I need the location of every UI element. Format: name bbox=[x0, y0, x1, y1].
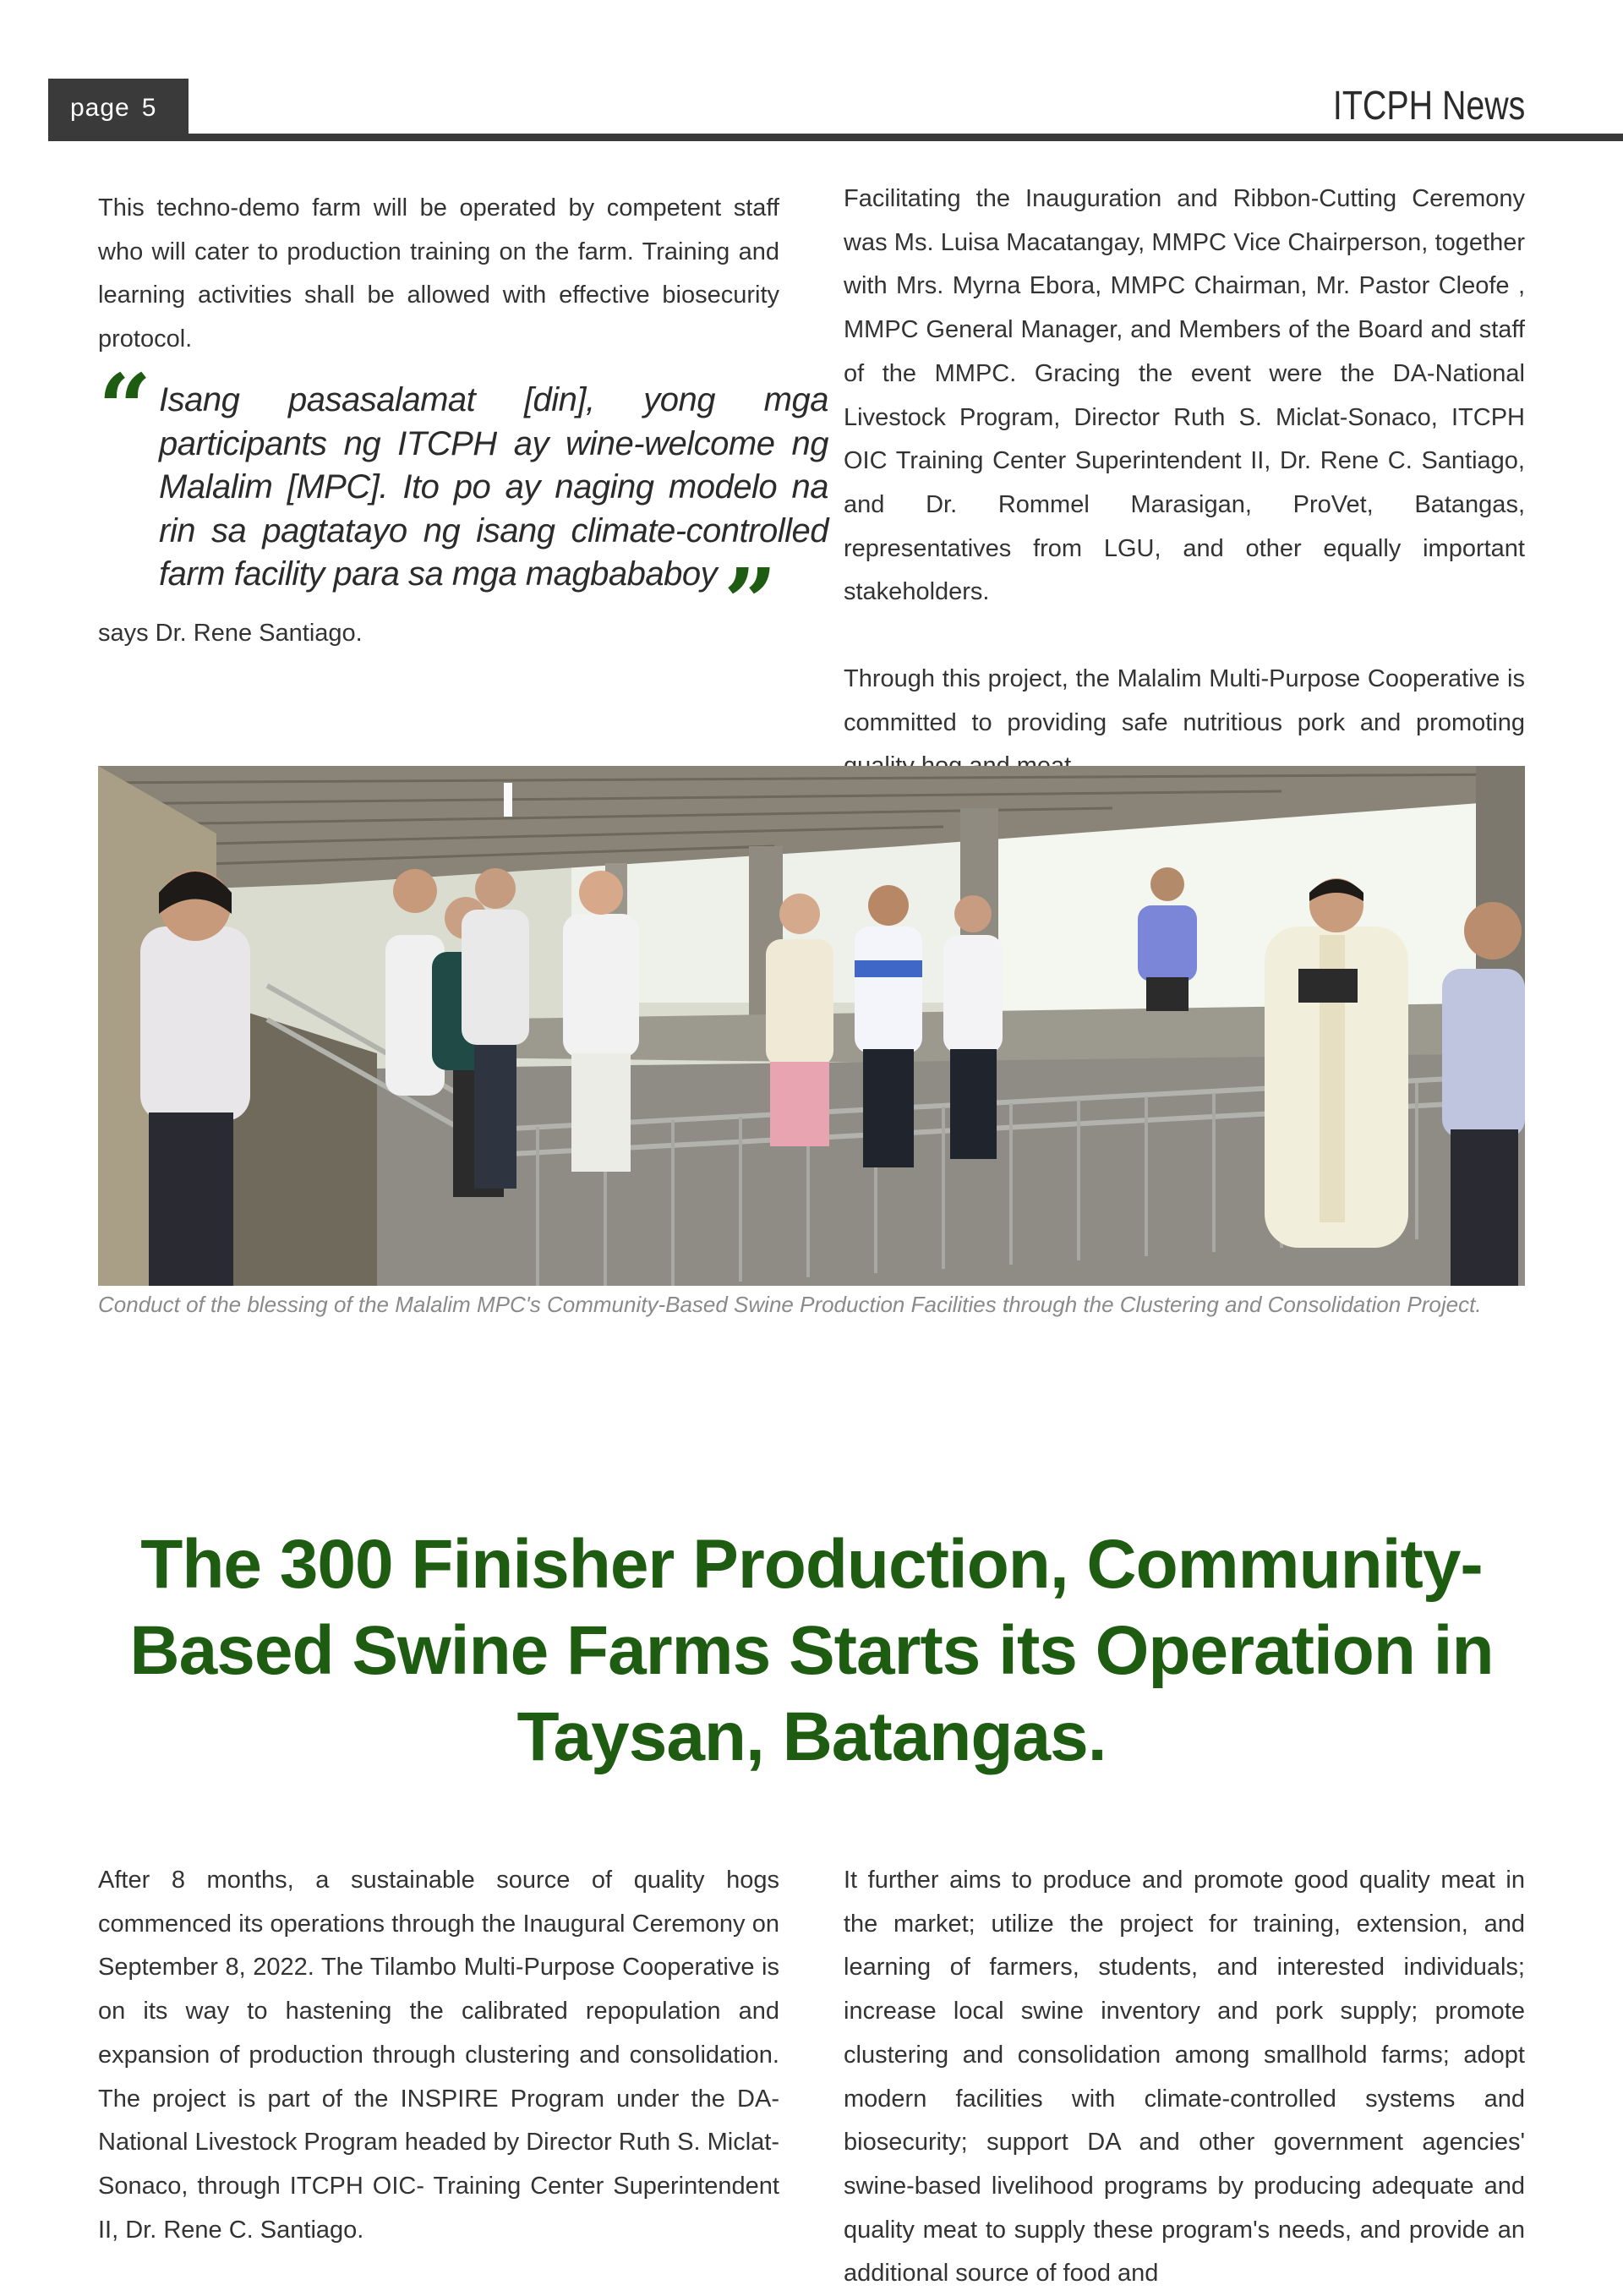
close-quote-icon: ” bbox=[724, 548, 778, 657]
blessing-photo bbox=[98, 766, 1525, 1286]
publication-name: ITCPH News bbox=[1332, 84, 1525, 128]
article-right-paragraph: It further aims to produce and promote good quality meat in the market; utilize the project for training, extension, and learning of farmers, students, and interested individuals; increase local swine inventory and pork supply; promote clustering and consolidation among smallhold farms; adopt modern facilities with climate-controlled systems and biosecurity; support DA and other government agencies' swine-based livelihood programs by producing adequate and quality meat to supply these program's needs, and provide an additional source of food and bbox=[844, 1867, 1525, 2288]
article-left-paragraph: After 8 months, a sustainable source of quality hogs commenced its operations through the Inaugural Ceremony on September 8, 2022. The Tilambo Multi-Purpose Cooperative is on its way to hastening the calibrated repopulation and expansion of production through clustering and consolidation. The project is part of the INSPIRE Program under the DA-National Livestock Program headed by Director Ruth S. Miclat-Sonaco, through ITCPH OIC- Training Center Superintendent II, Dr. Rene C. Santiago. bbox=[98, 1867, 779, 2244]
top-right-paragraph-1: Facilitating the Inauguration and Ribbon-Cutting Ceremony was Ms. Luisa Macatangay, MMPC Vice Chairperson, together with Mrs. Myrna Ebora, MMPC Chairman, Mr. Pastor Cleofe , MMPC General Manager, and Members of the Board and staff of the MMPC. Gracing the event were the DA-National Livestock Program, Director Ruth S. Miclat-Sonaco, ITCPH OIC Training Center Superintendent II, Dr. Rene C. Santiago, and Dr. Rommel Marasigan, ProVet, Batangas, representatives from LGU, and other equally important stakeholders. bbox=[844, 185, 1525, 606]
top-left-column bbox=[98, 187, 779, 362]
article-headline: The 300 Finisher Production, Community-Based Swine Farms Starts its Operation in Taysan, Batangas. bbox=[129, 1526, 1494, 1775]
open-quote-icon: “ bbox=[98, 353, 152, 462]
photo-caption: Conduct of the blessing of the Malalim MPC's Community-Based Swine Production Facilities through the Clustering and Consolidation Project. bbox=[98, 1292, 1482, 1317]
top-right-paragraph-2: Through this project, the Malalim Multi-Purpose Cooperative is committed to providing safe nutritious pork and promoting bbox=[844, 665, 1525, 736]
header-rule bbox=[48, 134, 1623, 141]
page-number-tab bbox=[48, 79, 189, 138]
top-right-column bbox=[844, 178, 1525, 789]
page-number: 5 bbox=[141, 94, 157, 122]
blessing-photo-illustration bbox=[98, 766, 1525, 1286]
article-left-column bbox=[98, 1859, 779, 2252]
article-right-column bbox=[844, 1859, 1525, 2296]
top-left-paragraph: This techno-demo farm will be operated by competent staff who will cater to production training on the farm. Training and learning activities shall be allowed with effective biosecurity protocol. bbox=[98, 194, 779, 353]
page-label: page bbox=[70, 94, 130, 122]
quote-attribution: says Dr. Rene Santiago. bbox=[98, 620, 363, 647]
pull-quote-text: Isang pasasalamat [din], yong mga participants ng ITCPH ay wine-welcome ng Malalim [MPC]. Ito po ay naging modelo na rin sa pagtatayo ng isang climate-controlled farm facility para sa mga magbababoy bbox=[159, 381, 828, 593]
